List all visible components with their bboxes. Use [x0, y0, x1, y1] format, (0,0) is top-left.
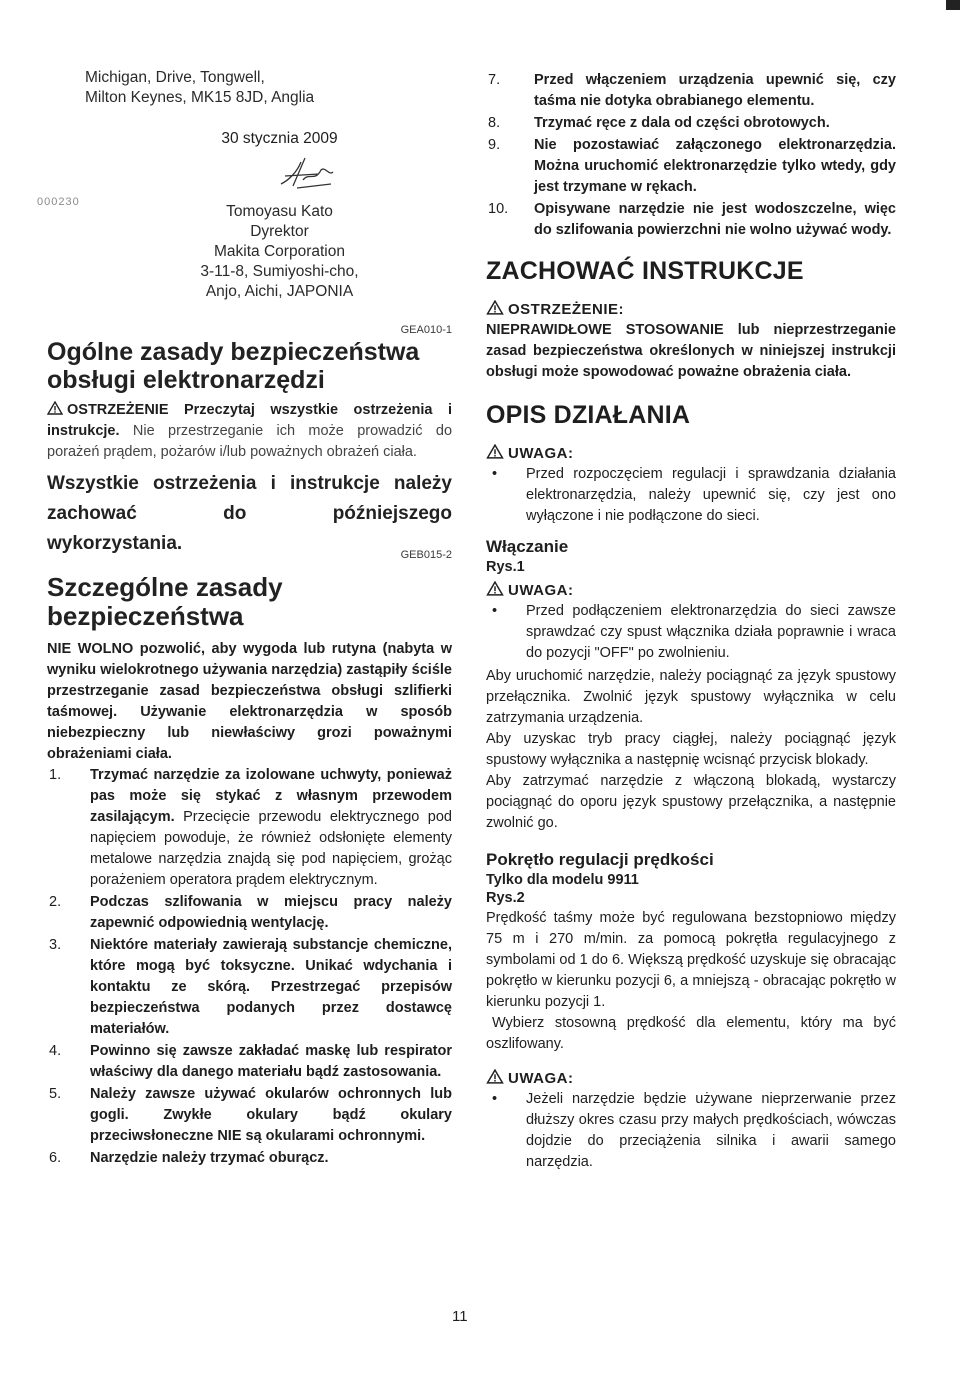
address-line: Milton Keynes, MK15 8JD, Anglia — [85, 89, 315, 106]
warning-label: OSTRZEŻENIE: — [486, 300, 896, 318]
model-note: Tylko dla modelu 9911 — [486, 872, 639, 888]
doc-code: 000230 — [37, 196, 80, 208]
list-item: 9. Nie pozostawiać załączonego elektronarzędzia. Można uruchomić elektronarzędzie tylko wtedy, gdy jest trzymane w rękach. — [488, 137, 896, 195]
address-line: Michigan, Drive, Tongwell, — [85, 69, 265, 86]
section-title: Szczególne zasady bezpieczeństwa — [47, 572, 283, 631]
operation-title: OPIS DZIAŁANIA — [486, 401, 691, 429]
list-item: 3. Niektóre materiały zawierają substancje chemiczne, które mogą być toksyczne. Unikać wdychania i kontaktu ze skórą. Przestrzegać przepisów bezpieczeństwa podanych przez dostawcę materiałów. — [49, 937, 452, 1037]
list-item: 6. Narzędzie należy trzymać oburącz. — [49, 1150, 329, 1166]
list-item: 10. Opisywane narzędzie nie jest wodoszczelne, więc do szlifowania powierzchni nie wolno używać wody. — [488, 201, 896, 238]
caution-bullet: • Przed rozpoczęciem regulacji i sprawdzania działania elektronarzędzia, należy upewnić się, czy jest ono wyłączone i nie podłączone do sieci. — [492, 466, 896, 524]
signer-name: Tomoyasu Kato — [226, 203, 333, 220]
list-item: 4. Powinno się zawsze zakładać maskę lub respirator właściwy dla danego materiału bądź zastosowania. — [49, 1043, 452, 1080]
signer-company: Makita Corporation — [214, 243, 345, 260]
signer-title: Dyrektor — [250, 223, 309, 240]
speed-paragraph: Wybierz stosowną prędkość dla elementu, który ma być oszlifowany. — [486, 1015, 896, 1052]
signer-address: 3-11-8, Sumiyoshi-cho, — [200, 263, 359, 280]
safety-intro: NIE WOLNO pozwolić, aby wygoda lub rutyna (nabyta w wyniku wielokrotnego używania narzędzia) zastąpiły ściśle przestrzeganie zasad bezpieczeństwa obsługi szlifierki taśmowej. Używanie elektronarzędzia w sposób niebezpieczny lub niewłaściwy grozi poważnymi obrażeniami ciała. — [47, 641, 452, 762]
right-column — [486, 70, 896, 1175]
address-block — [85, 68, 452, 108]
list-item: 1. Trzymać narzędzie za izolowane uchwyty, ponieważ pas może się stykać z własnym przewodem zasilającym. Przecięcie przewodu elektrycznego pod napięciem powoduje, że również odsłonięte elementy metalowe narzędzia znajdą się pod napięciem, grożąc porażeniem operatora prądem elektrycznym. — [49, 767, 452, 888]
keep-warnings-heading: Wszystkie ostrzeżenia i instrukcje należy zachować do późniejszego wykorzystania. — [47, 473, 452, 554]
caution-bullet: • Przed podłączeniem elektronarzędzia do sieci zawsze sprawdzać czy spust włącznika działa poprawnie i wraca do pozycji "OFF" po zwolnieniu. — [492, 603, 896, 661]
warning-text: NIEPRAWIDŁOWE STOSOWANIE lub nieprzestrzeganie zasad bezpieczeństwa określonych w niniejszej instrukcji obsługi może spowodować poważne obrażenia ciała. — [486, 322, 896, 380]
list-item: 5. Należy zawsze używać okularów ochronnych lub gogli. Zwykłe okulary bądź okulary przeciwsłoneczne NIE są okularami ochronnymi. — [49, 1086, 452, 1144]
figure-ref: Rys.2 — [486, 890, 525, 906]
figure-ref: Rys.1 — [486, 559, 525, 575]
warning-triangle-icon — [486, 1069, 504, 1084]
warning-triangle-icon — [47, 401, 63, 415]
signature-image — [275, 154, 339, 194]
caution-label: UWAGA: — [486, 1069, 896, 1087]
section-code: GEB015-2 — [400, 549, 452, 561]
safety-rules-list — [47, 765, 452, 1169]
list-item: 7. Przed włączeniem urządzenia upewnić się, czy taśma nie dotyka obrabianego elementu. — [488, 72, 896, 109]
switch-paragraph: Aby uzyskac tryb pracy ciągłej, należy pociągnąć język spustowy wyłącznika a następnię wcisnąć przycisk blokady. — [486, 731, 896, 768]
caution-label: UWAGA: — [486, 581, 896, 599]
list-item: 2. Podczas szlifowania w miejscu pracy należy zapewnić odpowiednią wentylację. — [49, 894, 452, 931]
corner-mark — [946, 0, 960, 10]
left-column — [37, 68, 453, 1170]
section-code: GEA010-1 — [400, 324, 452, 336]
warning-triangle-icon — [486, 444, 504, 459]
warning-triangle-icon — [486, 300, 504, 315]
section-title: Ogólne zasady bezpieczeństwa obsługi elektronarzędzi — [47, 338, 420, 394]
safety-rules-list-continued — [486, 70, 896, 241]
caution-bullet: • Jeżeli narzędzie będzie używane nieprzerwanie przez dłuższy okres czasu przy małych prędkościach, wówczas dojdzie do przeciążenia silnika i awarii samego narzędzia. — [492, 1091, 896, 1170]
speed-paragraph: Prędkość taśmy może być regulowana bezstopniowo między 75 m i 270 m/min. za pomocą pokrętła regulacyjnego z symbolami od 1 do 6. Większą prędkość uzyskuje się obracając pokrętło w kierunku pozycji 6, a mniejszą - obracając pokrętło w kierunku pozycji 1. — [486, 910, 896, 1010]
switch-paragraph: Aby zatrzymać narzędzie z włączoną blokadą, wystarczy pociągnąć do oporu język spustowy przełącznika, a następnie zwolnić go. — [486, 773, 896, 831]
speed-heading: Pokrętło regulacji prędkości — [486, 850, 714, 869]
warning-triangle-icon — [486, 581, 504, 596]
general-warning: OSTRZEŻENIE Przeczytaj wszystkie ostrzeżenia i instrukcje. Nie przestrzeganie ich może prowadzić do porażeń prądem, pożarów i/lub poważnych obrażeń ciała. — [47, 402, 453, 460]
caution-label: UWAGA: — [486, 444, 896, 462]
switch-heading: Włączanie — [486, 537, 569, 556]
signer-address: Anjo, Aichi, JAPONIA — [205, 283, 354, 300]
list-item: 8. Trzymać ręce z dala od części obrotowych. — [488, 115, 830, 131]
signer-block — [107, 202, 452, 302]
keep-instructions-title: ZACHOWAĆ INSTRUKCJE — [486, 257, 804, 285]
declaration-date: 30 stycznia 2009 — [221, 130, 338, 147]
page-number: 11 — [452, 1308, 468, 1325]
switch-paragraph: Aby uruchomić narzędzie, należy pociągnąć za język spustowy przełącznika. Zwolnić język spustowy wyłącznika w celu zatrzymania urządzenia. — [486, 668, 896, 726]
